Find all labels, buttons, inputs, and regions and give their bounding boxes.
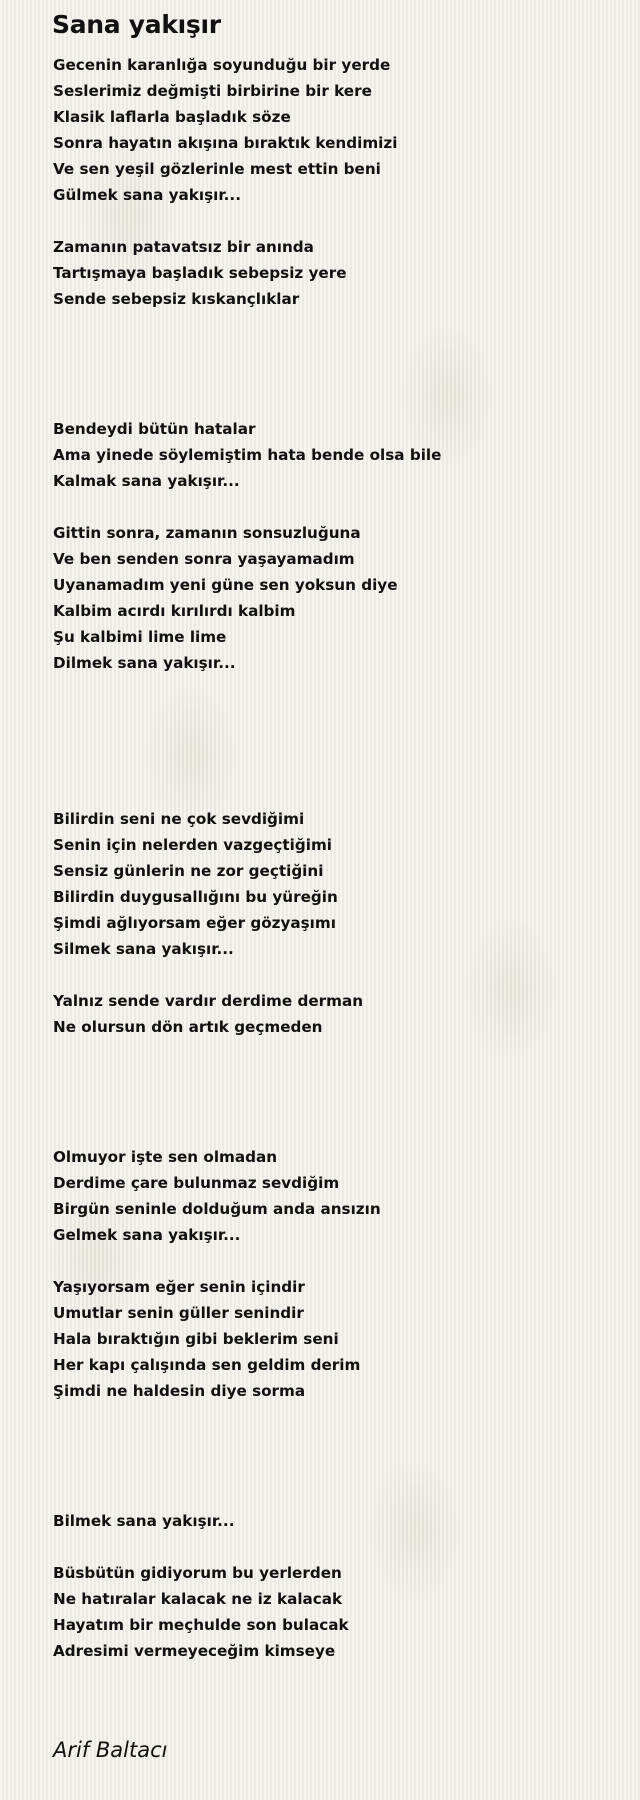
stanza-gap (53, 676, 613, 702)
poem-line: Olmuyor işte sen olmadan (53, 1148, 278, 1166)
poem-line: Hayatım bir meçhulde son bulacak (53, 1616, 349, 1634)
poem-line: Gecenin karanlığa soyunduğu bir yerde (53, 56, 391, 74)
poem-line: Hala bıraktığın gibi beklerim seni (53, 1330, 339, 1348)
stanza-gap (53, 962, 613, 988)
stanza-gap (53, 364, 613, 390)
poem-line: Yalnız sende vardır derdime derman (53, 992, 364, 1010)
stanza-gap (53, 1404, 613, 1430)
poem-line: Silmek sana yakışır... (53, 940, 234, 958)
poem-line: Bendeydi bütün hatalar (53, 420, 256, 438)
stanza-gap (53, 312, 613, 338)
stanza-gap (53, 390, 613, 416)
poem-line: Bilmek sana yakışır... (53, 1512, 235, 1530)
poem-line: Gülmek sana yakışır... (53, 186, 241, 204)
poem-line: Şu kalbimi lime lime (53, 628, 227, 646)
poem-line: Sensiz günlerin ne zor geçtiğini (53, 862, 324, 880)
poem-line: Birgün seninle dolduğum anda ansızın (53, 1200, 381, 1218)
poem-line: Kalmak sana yakışır... (53, 472, 240, 490)
poem-line: Derdime çare bulunmaz sevdiğim (53, 1174, 340, 1192)
stanza-gap (53, 1248, 613, 1274)
stanza-gap (53, 1534, 613, 1560)
poem-line: Büsbütün gidiyorum bu yerlerden (53, 1564, 342, 1582)
poem-line: Her kapı çalışında sen geldim derim (53, 1356, 361, 1374)
poem-line: Ve sen yeşil gözlerinle mest ettin beni (53, 160, 381, 178)
poem-line: Zamanın patavatsız bir anında (53, 238, 314, 256)
poem-line: Şimdi ne haldesin diye sorma (53, 1382, 306, 1400)
stanza-gap (53, 780, 613, 806)
stanza-gap (53, 728, 613, 754)
poem-line: Tartışmaya başladık sebepsiz yere (53, 264, 347, 282)
poem-line: Yaşıyorsam eğer senin içindir (53, 1278, 305, 1296)
poem-line: Senin için nelerden vazgeçtiğimi (53, 836, 332, 854)
poem-line: Uyanamadım yeni güne sen yoksun diye (53, 576, 398, 594)
poem-line: Ne olursun dön artık geçmeden (53, 1018, 323, 1036)
poem-body (53, 52, 613, 1664)
poem-line: Dilmek sana yakışır... (53, 654, 236, 672)
stanza-gap (53, 494, 613, 520)
stanza-gap (53, 702, 613, 728)
poem-line: Bilirdin duygusallığını bu yüreğin (53, 888, 338, 906)
stanza-gap (53, 1066, 613, 1092)
poem-line: Klasik laflarla başladık söze (53, 108, 291, 126)
poem-line: Ne hatıralar kalacak ne iz kalacak (53, 1590, 343, 1608)
poem-line: Bilirdin seni ne çok sevdiğimi (53, 810, 305, 828)
poem-line: Sende sebepsiz kıskançlıklar (53, 290, 300, 308)
poem-line: Ama yinede söylemiştim hata bende olsa bile (53, 446, 442, 464)
poem-line: Ve ben senden sonra yaşayamadım (53, 550, 355, 568)
stanza-gap (53, 1482, 613, 1508)
poem-title: Sana yakışır (52, 10, 221, 39)
author-name: Arif Baltacı (53, 1738, 168, 1762)
poem-line: Adresimi vermeyeceğim kimseye (53, 1642, 336, 1660)
poem-line: Kalbim acırdı kırılırdı kalbim (53, 602, 296, 620)
stanza-gap (53, 208, 613, 234)
poem-line: Umutlar senin güller senindir (53, 1304, 304, 1322)
poem-line: Seslerimiz değmişti birbirine bir kere (53, 82, 372, 100)
poem-line: Gittin sonra, zamanın sonsuzluğuna (53, 524, 361, 542)
stanza-gap (53, 1456, 613, 1482)
poem-line: Gelmek sana yakışır... (53, 1226, 241, 1244)
poem-line: Sonra hayatın akışına bıraktık kendimizi (53, 134, 398, 152)
stanza-gap (53, 338, 613, 364)
stanza-gap (53, 754, 613, 780)
stanza-gap (53, 1040, 613, 1066)
stanza-gap (53, 1430, 613, 1456)
stanza-gap (53, 1118, 613, 1144)
stanza-gap (53, 1092, 613, 1118)
poem-line: Şimdi ağlıyorsam eğer gözyaşımı (53, 914, 336, 932)
